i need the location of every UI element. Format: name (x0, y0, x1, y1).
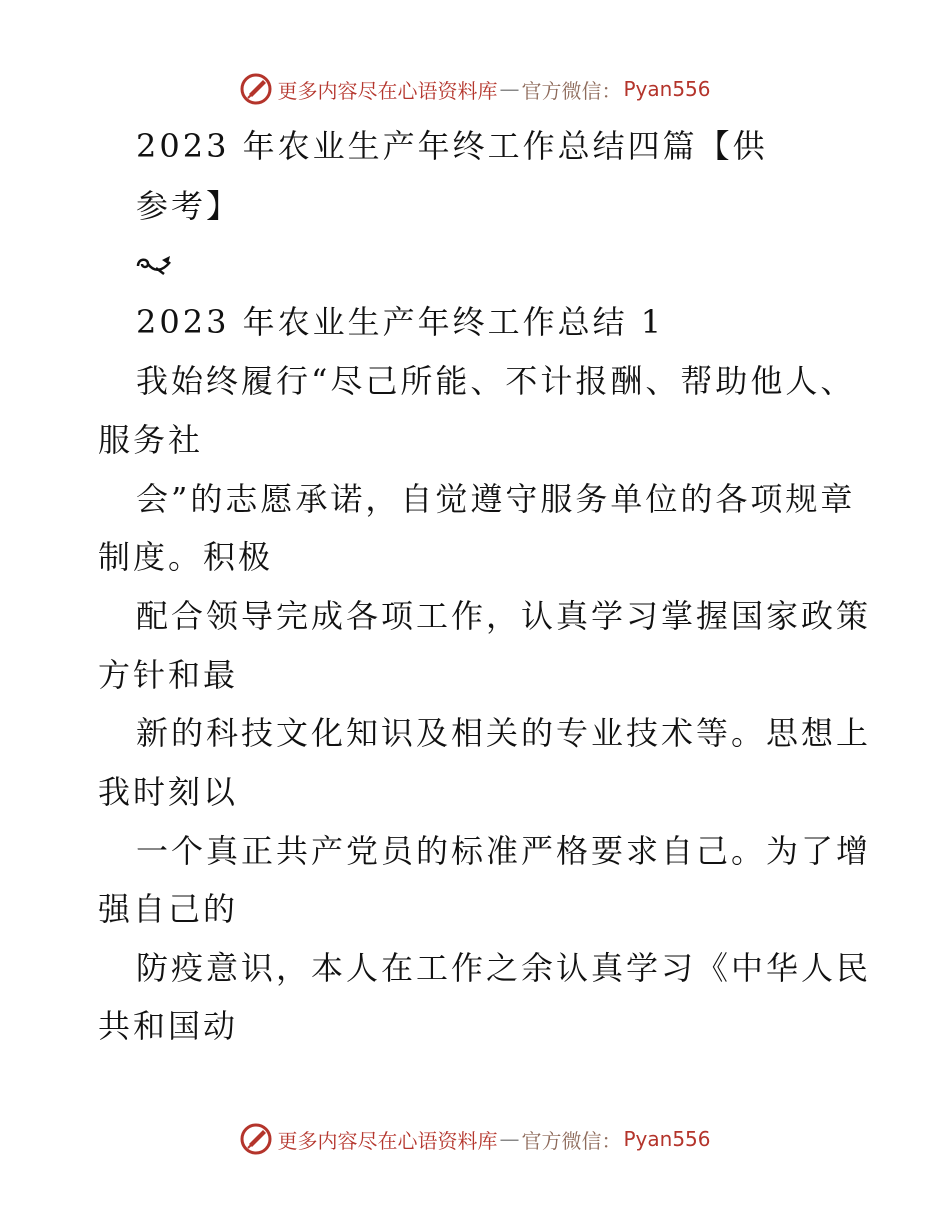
swirl-flourish-icon (134, 252, 174, 276)
watermark-dash: — (499, 77, 520, 101)
body-line: 我始终履行“尽己所能、不计报酬、帮助他人、 (136, 362, 856, 400)
watermark-main-text: 更多内容尽在心语资料库 (277, 1128, 498, 1153)
body-line: 一个真正共产党员的标准严格要求自己。为了增 (136, 832, 872, 870)
body-line: 方针和最 (98, 656, 239, 694)
watermark-wechat-id: Pyan556 (623, 1127, 711, 1151)
watermark-main-text: 更多内容尽在心语资料库 (277, 78, 498, 103)
watermark-dash: — (499, 1127, 520, 1151)
document-title-line-2: 参考】 (136, 187, 242, 225)
body-line: 服务社 (98, 421, 204, 459)
footer-watermark (0, 1122, 950, 1156)
body-line: 防疫意识，本人在工作之余认真学习《中华人民 (136, 949, 872, 987)
body-line: 我时刻以 (98, 773, 239, 811)
section-heading: 2023 年农业生产年终工作总结 1 (136, 303, 665, 341)
pen-heart-logo-icon (239, 1122, 273, 1156)
watermark-wechat-id: Pyan556 (623, 77, 711, 101)
pen-heart-logo-icon (239, 72, 273, 106)
body-line: 共和国动 (98, 1007, 239, 1045)
body-line: 会”的志愿承诺，自觉遵守服务单位的各项规章 (136, 480, 856, 518)
body-line: 新的科技文化知识及相关的专业技术等。思想上 (136, 714, 872, 752)
body-line: 配合领导完成各项工作，认真学习掌握国家政策 (136, 597, 872, 635)
header-watermark (0, 72, 950, 106)
body-line: 制度。积极 (98, 538, 274, 576)
body-line: 强自己的 (98, 890, 239, 928)
document-title-line-1: 2023 年农业生产年终工作总结四篇【供 (136, 127, 768, 165)
watermark-label: 官方微信： (521, 1128, 622, 1153)
watermark-label: 官方微信： (521, 78, 622, 103)
